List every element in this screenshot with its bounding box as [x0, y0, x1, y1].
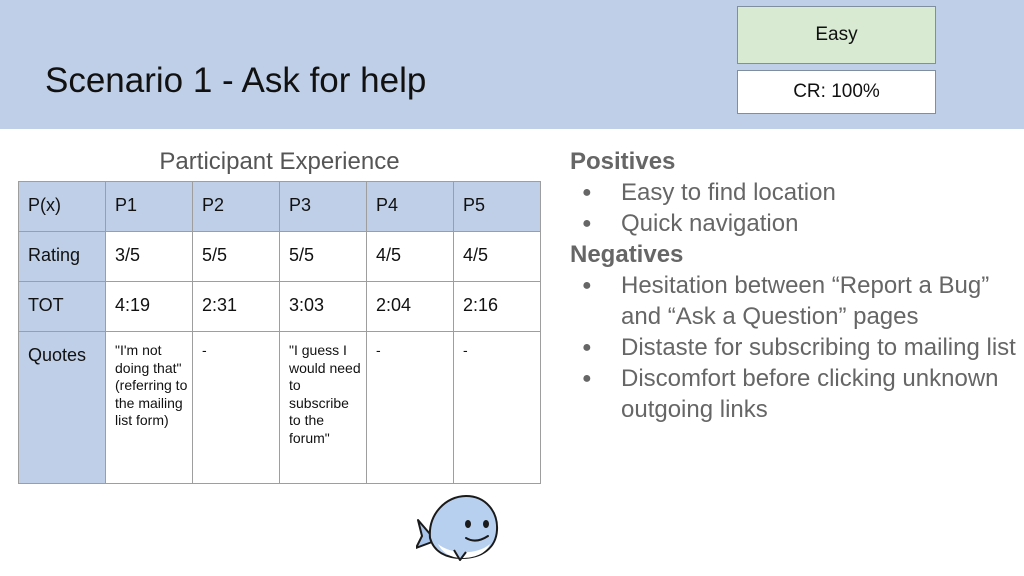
findings-panel	[570, 146, 1020, 425]
header-banner	[0, 0, 1024, 129]
column-header: P2	[193, 182, 280, 232]
table-cell: 5/5	[280, 232, 367, 282]
column-header: P3	[280, 182, 367, 232]
list-item: ● Quick navigation	[570, 208, 1020, 239]
table-row	[19, 332, 541, 484]
table-cell: 3/5	[106, 232, 193, 282]
column-header: P5	[454, 182, 541, 232]
negatives-heading: Negatives	[570, 241, 684, 268]
table-caption: Participant Experience	[159, 148, 400, 175]
list-item: ● Easy to find location	[570, 177, 1020, 208]
positives-list	[570, 177, 1020, 239]
table-cell: 2:04	[367, 282, 454, 332]
table-cell: 4/5	[454, 232, 541, 282]
difficulty-badge: Easy	[737, 6, 936, 64]
table-cell: 2:16	[454, 282, 541, 332]
list-item: ● Hesitation between “Report a Bug” and “Ask a Question” pages	[570, 270, 1020, 332]
table-row	[19, 232, 541, 282]
column-header: P(x)	[19, 182, 106, 232]
table-cell: 5/5	[193, 232, 280, 282]
row-label: Quotes	[19, 332, 106, 484]
table-cell: 3:03	[280, 282, 367, 332]
table-row	[19, 282, 541, 332]
negatives-list	[570, 270, 1020, 425]
completion-rate-badge: CR: 100%	[737, 70, 936, 114]
row-label: Rating	[19, 232, 106, 282]
table-cell: -	[193, 332, 280, 484]
table-cell: 4:19	[106, 282, 193, 332]
table-cell: "I'm not doing that" (referring to the mailing list form)	[106, 332, 193, 484]
table-cell: -	[454, 332, 541, 484]
column-header: P4	[367, 182, 454, 232]
whale-mascot-icon	[416, 492, 500, 562]
column-header: P1	[106, 182, 193, 232]
positives-heading: Positives	[570, 148, 676, 175]
list-item: ● Discomfort before clicking unknown outgoing links	[570, 363, 1020, 425]
participant-table	[18, 181, 541, 484]
table-cell: "I guess I would need to subscribe to the forum"	[280, 332, 367, 484]
row-label: TOT	[19, 282, 106, 332]
page-title: Scenario 1 - Ask for help	[45, 61, 427, 100]
table-cell: 4/5	[367, 232, 454, 282]
table-header-row	[19, 182, 541, 232]
table-cell: -	[367, 332, 454, 484]
table-cell: 2:31	[193, 282, 280, 332]
list-item: ● Distaste for subscribing to mailing list	[570, 332, 1020, 363]
